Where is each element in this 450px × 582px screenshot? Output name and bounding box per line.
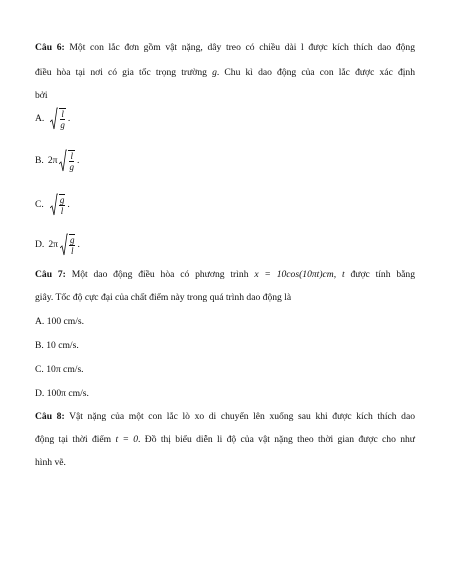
radical-sign-icon <box>59 149 67 173</box>
question-8-line-3 <box>35 457 66 469</box>
option-letter: B. <box>35 155 44 166</box>
question-8-text-2b: . Đồ thị biểu diễn li độ của vật nặng theo thời gian được cho như <box>138 434 415 445</box>
option-text: 10 cm/s. <box>46 340 79 351</box>
question-7-label: Câu 7: <box>35 269 66 280</box>
question-7-option-a[interactable] <box>35 316 84 328</box>
sqrt-expression <box>59 149 75 173</box>
question-7-line-2 <box>35 292 291 304</box>
option-end: . <box>77 239 80 250</box>
question-6-option-a[interactable] <box>35 106 70 132</box>
question-6-text-2a: điều hòa tại nơi có gia tốc trọng trường <box>35 67 213 78</box>
question-7-option-c[interactable] <box>35 364 84 376</box>
fraction-denominator: g <box>60 120 65 130</box>
coefficient: 2π <box>48 239 58 250</box>
question-8-line-1 <box>35 411 415 423</box>
question-7-option-d[interactable] <box>35 388 89 400</box>
option-text: 10π cm/s. <box>46 364 84 375</box>
question-8-text-1: Vật nặng của một con lắc lò xo di chuyển lên xuống sau khi được kích thích dao <box>64 411 415 422</box>
fraction-numerator: l <box>70 151 73 161</box>
fraction-numerator: l <box>61 109 64 119</box>
option-letter: D. <box>35 239 45 250</box>
question-7-line-1 <box>35 269 415 281</box>
option-letter: C. <box>35 364 44 375</box>
question-6-text-3: bởi <box>35 90 48 101</box>
question-8-label: Câu 8: <box>35 411 65 422</box>
fraction-denominator: l <box>70 246 74 256</box>
coefficient: 2π <box>47 155 58 166</box>
question-6-line-3 <box>35 90 48 102</box>
sqrt-expression <box>50 107 66 131</box>
equation: x = 10cos(10πt)cm, <box>254 269 337 280</box>
fraction-numerator: g <box>59 195 65 205</box>
fraction-numerator: g <box>69 235 75 245</box>
option-letter: A. <box>35 316 45 327</box>
option-end: . <box>76 155 80 166</box>
question-8-text-3: hình vẽ. <box>35 457 66 468</box>
question-6-text-2b: . Chu kì dao động của con lắc được xác định <box>216 67 416 78</box>
option-letter: C. <box>35 199 44 210</box>
option-text: 100 cm/s. <box>46 316 85 327</box>
option-letter: A. <box>35 113 45 124</box>
question-6-line-2 <box>35 67 415 79</box>
question-7-text-1b: được tính bằng <box>344 269 415 280</box>
question-7-text-1a: Một dao động điều hòa có phương trình <box>65 269 255 280</box>
question-6-line-1 <box>35 42 415 54</box>
question-6-label: Câu 6: <box>35 42 65 53</box>
fraction-denominator: l <box>60 206 64 216</box>
sqrt-expression <box>50 193 66 217</box>
option-letter: D. <box>35 388 45 399</box>
option-text: 100π cm/s. <box>46 388 89 399</box>
question-8-text-2a: động tại thời điểm <box>35 434 116 445</box>
gravity-symbol: g <box>212 67 217 78</box>
fraction-denominator: g <box>69 162 74 172</box>
time-zero: t = 0 <box>115 434 139 445</box>
radical-sign-icon <box>50 193 58 217</box>
option-end: . <box>67 199 70 210</box>
radical-sign-icon <box>60 233 68 257</box>
question-8-line-2 <box>35 434 415 446</box>
question-6-option-b[interactable] <box>35 148 79 174</box>
time-symbol: t <box>336 269 345 280</box>
question-7-text-2: giây. Tốc độ cực đại của chất điểm này trong quá trình dao động là <box>35 292 292 303</box>
option-letter: B. <box>35 340 44 351</box>
option-end: . <box>67 113 71 124</box>
question-7-option-b[interactable] <box>35 340 79 352</box>
sqrt-expression <box>60 233 76 257</box>
question-6-option-d[interactable] <box>35 232 80 258</box>
question-6-text-1: Một con lắc đơn gồm vật nặng, dây treo có chiều dài l được kích thích dao động <box>64 42 416 53</box>
radical-sign-icon <box>50 107 58 131</box>
question-6-option-c[interactable] <box>35 192 70 218</box>
